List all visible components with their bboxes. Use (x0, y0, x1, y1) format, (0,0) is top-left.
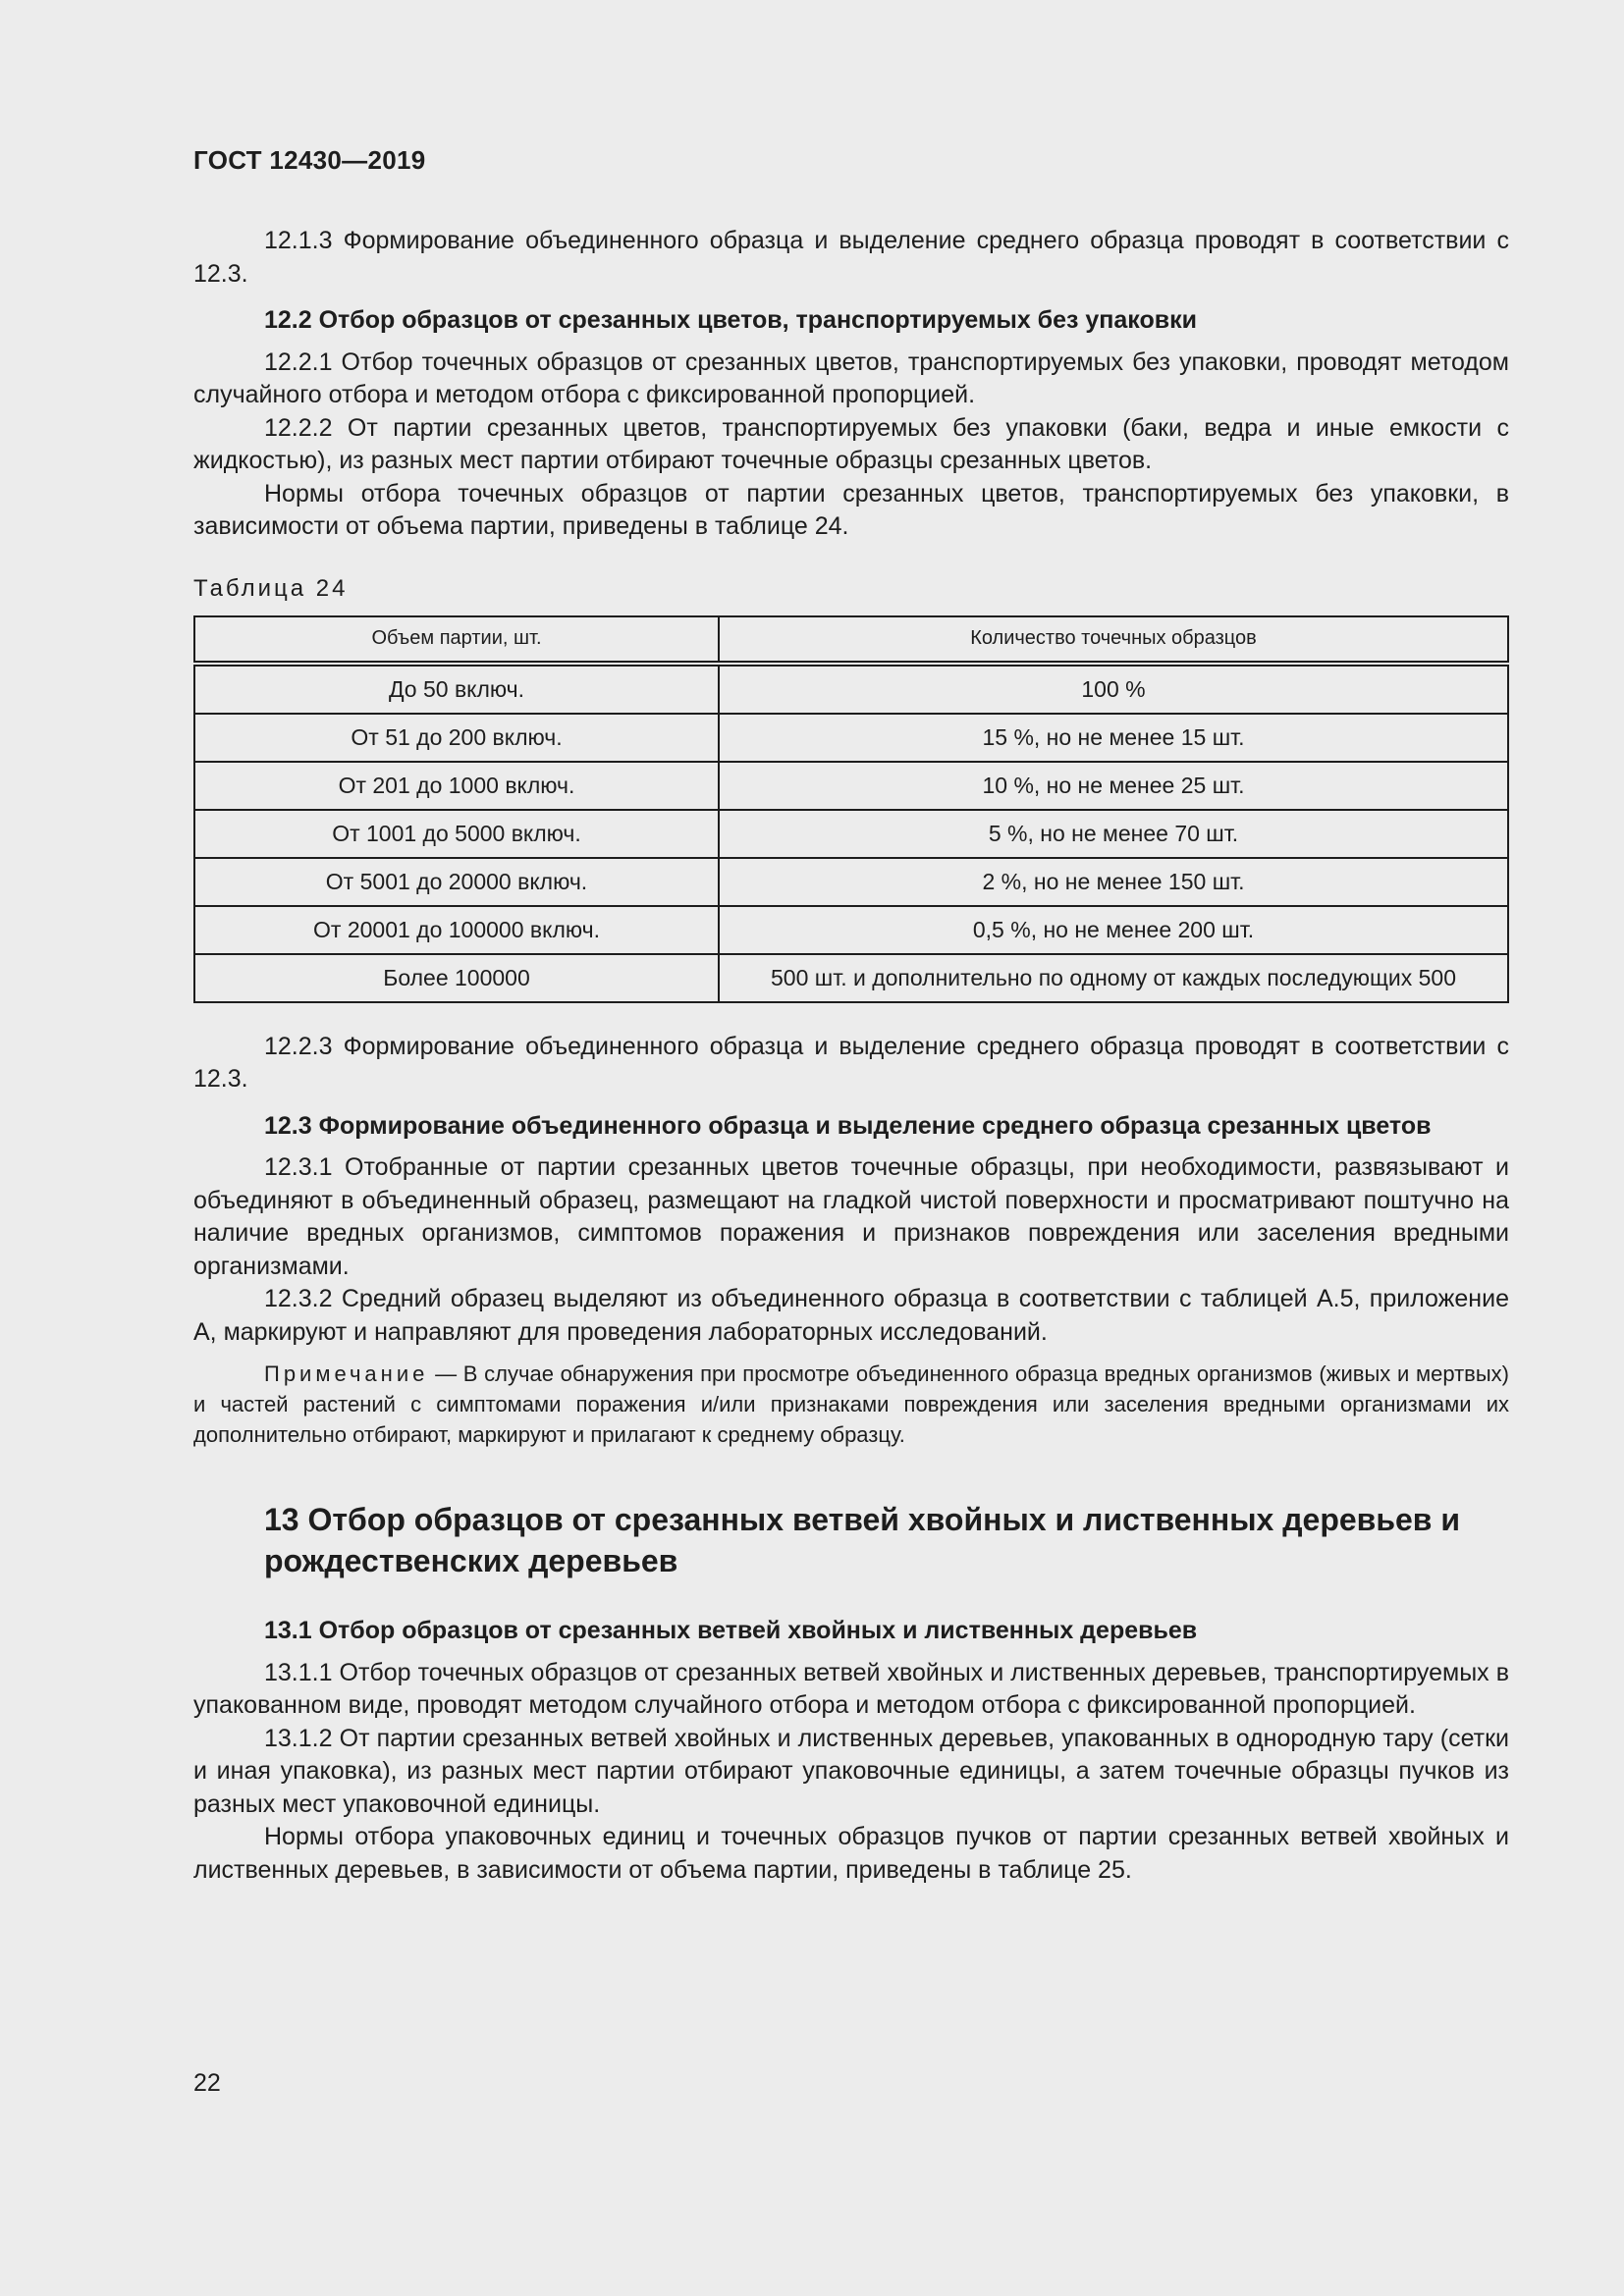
table-row (194, 906, 1508, 954)
lot-size-cell: От 1001 до 5000 включ. (194, 810, 719, 858)
lot-size-cell: До 50 включ. (194, 664, 719, 714)
table-header-row (194, 616, 1508, 664)
table-row (194, 714, 1508, 762)
paragraph-norms-table-25: Нормы отбора упаковочных единиц и точечных образцов пучков от партии срезанных ветвей хвойных и лиственных деревьев, в зависимости от объема партии, приведены в таблице 25. (193, 1823, 1509, 1884)
page-content (193, 145, 1509, 1887)
lot-size-cell: От 201 до 1000 включ. (194, 762, 719, 810)
heading-12-2: 12.2 Отбор образцов от срезанных цветов, транспортируемых без упаковки (264, 306, 1197, 334)
paragraph-13-1-2: 13.1.2 От партии срезанных ветвей хвойных и лиственных деревьев, упакованных в однородную тару (сетки и иная упаковка), из разных мест партии отбирают упаковочные единицы, а затем точечные образцы пучков из разных мест упаковочной единицы. (193, 1724, 1509, 1818)
sample-count-cell: 500 шт. и дополнительно по одному от каждых последующих 500 (719, 954, 1508, 1002)
paragraph-12-2-1: 12.2.1 Отбор точечных образцов от срезанных цветов, транспортируемых без упаковки, проводят методом случайного отбора и методом отбора с фиксированной пропорцией. (193, 347, 1509, 408)
table-24 (193, 615, 1509, 1003)
sample-count-cell: 0,5 %, но не менее 200 шт. (719, 906, 1508, 954)
paragraph-13-1-1: 13.1.1 Отбор точечных образцов от срезанных ветвей хвойных и лиственных деревьев, транспортируемых в упакованном виде, проводят методом случайного отбора и методом отбора с фиксированной пропорцией. (193, 1658, 1509, 1719)
heading-13-1: 13.1 Отбор образцов от срезанных ветвей хвойных и лиственных деревьев (264, 1617, 1198, 1644)
sample-count-cell: 15 %, но не менее 15 шт. (719, 714, 1508, 762)
sample-count-cell: 2 %, но не менее 150 шт. (719, 858, 1508, 906)
heading-section-13: 13 Отбор образцов от срезанных ветвей хвойных и лиственных деревьев и рождественских деревьев (264, 1502, 1461, 1578)
paragraph-12-3-1: 12.3.1 Отобранные от партии срезанных цветов точечные образцы, при необходимости, развязывают и объединяют в объединенный образец, размещают на гладкой чистой поверхности и просматривают поштучно на наличие вредных организмов, симптомов поражения и признаков повреждения или заселения вредными организмами. (193, 1153, 1509, 1280)
lot-size-cell: От 5001 до 20000 включ. (194, 858, 719, 906)
table-row (194, 810, 1508, 858)
sample-count-cell: 10 %, но не менее 25 шт. (719, 762, 1508, 810)
page-number: 22 (193, 2069, 221, 2097)
lot-size-cell: От 51 до 200 включ. (194, 714, 719, 762)
lot-size-cell: От 20001 до 100000 включ. (194, 906, 719, 954)
paragraph-12-1-3: 12.1.3 Формирование объединенного образца и выделение среднего образца проводят в соответствии с 12.3. (193, 227, 1509, 288)
note-text: — В случае обнаружения при просмотре объединенного образца вредных организмов (живых и мертвых) и частей растений с симптомами поражения и/или признаками повреждения или заселения вредными организмами их дополнительно отбирают, маркируют и прилагают к среднему образцу. (193, 1362, 1509, 1447)
table-24-caption: Таблица 24 (193, 574, 349, 602)
heading-12-3: 12.3 Формирование объединенного образца и выделение среднего образца срезанных цветов (264, 1111, 1432, 1140)
sample-count-cell: 5 %, но не менее 70 шт. (719, 810, 1508, 858)
column-header-sample-count: Количество точечных образцов (719, 616, 1508, 664)
paragraph-12-2-2: 12.2.2 От партии срезанных цветов, транспортируемых без упаковки (баки, ведра и иные емкости с жидкостью), из разных мест партии отбирают точечные образцы срезанных цветов. (193, 413, 1509, 474)
table-row (194, 954, 1508, 1002)
table-row (194, 762, 1508, 810)
document-header: ГОСТ 12430—2019 (193, 145, 426, 175)
column-header-lot-size: Объем партии, шт. (194, 616, 719, 664)
lot-size-cell: Более 100000 (194, 954, 719, 1002)
table-row (194, 858, 1508, 906)
paragraph-12-2-3: 12.2.3 Формирование объединенного образца и выделение среднего образца проводят в соответствии с 12.3. (193, 1032, 1509, 1093)
paragraph-norms-table-24: Нормы отбора точечных образцов от партии срезанных цветов, транспортируемых без упаковки, в зависимости от объема партии, приведены в таблице 24. (193, 479, 1509, 540)
note-label: Примечание (264, 1362, 429, 1386)
table-row (194, 664, 1508, 714)
paragraph-12-3-2: 12.3.2 Средний образец выделяют из объединенного образца в соответствии с таблицей А.5, приложение А, маркируют и направляют для проведения лабораторных исследований. (193, 1285, 1509, 1346)
sample-count-cell: 100 % (719, 664, 1508, 714)
note (193, 1359, 1509, 1450)
